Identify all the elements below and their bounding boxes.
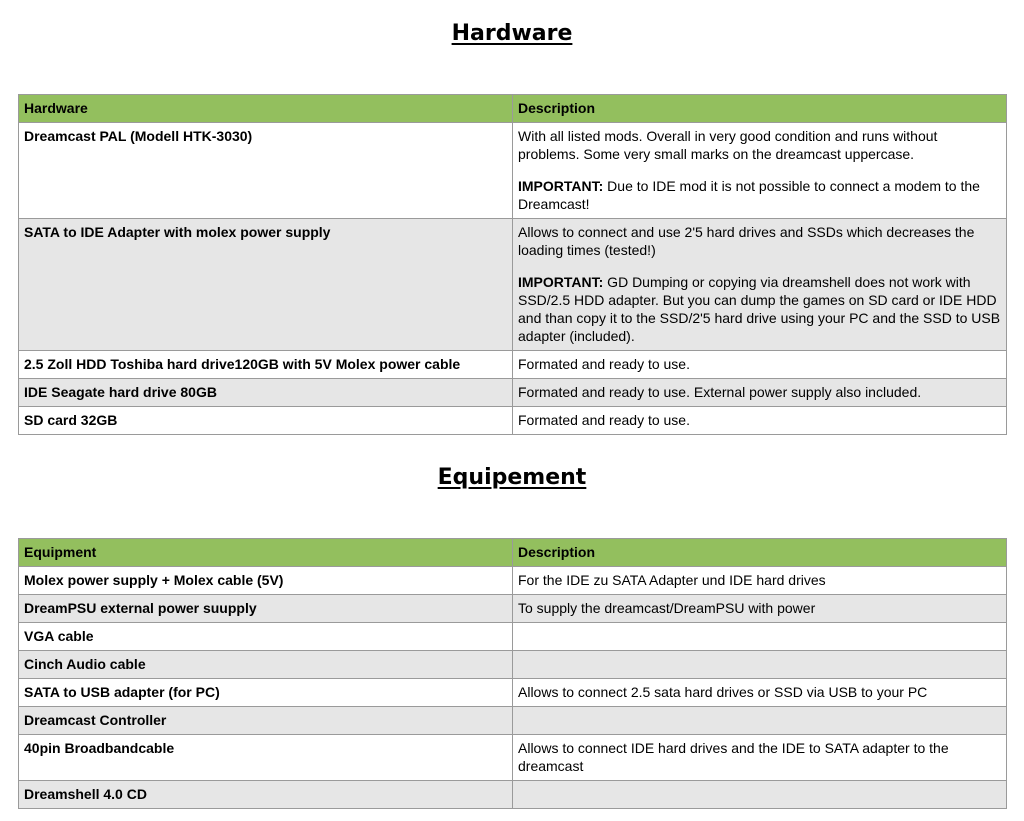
hardware-name-cell: SD card 32GB — [19, 407, 513, 435]
hardware-description-cell — [513, 219, 1007, 351]
description-text: With all listed mods. Overall in very good condition and runs without problems. Some very small marks on the dreamcast uppercase. — [518, 128, 938, 162]
important-text: Due to IDE mod it is not possible to connect a modem to the Dreamcast! — [518, 178, 980, 212]
table-header-row — [19, 95, 1007, 123]
hardware-description-cell: Formated and ready to use. — [513, 407, 1007, 435]
table-row — [19, 781, 1007, 809]
table-row — [19, 379, 1007, 407]
column-header-equipment: Equipment — [19, 539, 513, 567]
table-row — [19, 623, 1007, 651]
equipment-description-cell — [513, 623, 1007, 651]
table-row — [19, 219, 1007, 351]
hardware-description-cell — [513, 123, 1007, 219]
equipment-name-cell: Cinch Audio cable — [19, 651, 513, 679]
equipment-name-cell: DreamPSU external power suupply — [19, 595, 513, 623]
important-note — [518, 273, 1001, 345]
hardware-name-cell: IDE Seagate hard drive 80GB — [19, 379, 513, 407]
table-row — [19, 679, 1007, 707]
equipment-description-cell: To supply the dreamcast/DreamPSU with power — [513, 595, 1007, 623]
equipment-name-cell: Dreamshell 4.0 CD — [19, 781, 513, 809]
table-row — [19, 567, 1007, 595]
equipment-name-cell: Dreamcast Controller — [19, 707, 513, 735]
equipment-title: Equipement — [437, 465, 587, 490]
equipment-description-cell — [513, 707, 1007, 735]
hardware-description-cell: Formated and ready to use. — [513, 351, 1007, 379]
equipment-description-cell: For the IDE zu SATA Adapter und IDE hard drives — [513, 567, 1007, 595]
hardware-description-cell: Formated and ready to use. External power supply also included. — [513, 379, 1007, 407]
hardware-title: Hardware — [451, 21, 573, 46]
important-label: IMPORTANT: — [518, 274, 604, 290]
equipment-name-cell: Molex power supply + Molex cable (5V) — [19, 567, 513, 595]
hardware-table — [18, 94, 1007, 435]
table-row — [19, 123, 1007, 219]
equipment-description-cell: Allows to connect 2.5 sata hard drives or SSD via USB to your PC — [513, 679, 1007, 707]
table-row — [19, 595, 1007, 623]
hardware-name-cell: 2.5 Zoll HDD Toshiba hard drive120GB with 5V Molex power cable — [19, 351, 513, 379]
table-row — [19, 735, 1007, 781]
equipment-name-cell: SATA to USB adapter (for PC) — [19, 679, 513, 707]
table-header-row — [19, 539, 1007, 567]
hardware-name-cell: SATA to IDE Adapter with molex power supply — [19, 219, 513, 351]
equipment-description-cell — [513, 651, 1007, 679]
equipment-name-cell: VGA cable — [19, 623, 513, 651]
important-text: GD Dumping or copying via dreamshell does not work with SSD/2.5 HDD adapter. But you can dump the games on SD card or IDE HDD and than copy it to the SSD/2'5 hard drive using your PC and the SSD to USB adapter (included). — [518, 274, 1001, 344]
equipment-table — [18, 538, 1007, 809]
table-row — [19, 651, 1007, 679]
description-text: Allows to connect and use 2'5 hard drives and SSDs which decreases the loading times (tested!) — [518, 224, 975, 258]
important-label: IMPORTANT: — [518, 178, 604, 194]
important-note — [518, 177, 1001, 213]
column-header-description: Description — [513, 539, 1007, 567]
equipment-name-cell: 40pin Broadbandcable — [19, 735, 513, 781]
equipment-description-cell: Allows to connect IDE hard drives and the IDE to SATA adapter to the dreamcast — [513, 735, 1007, 781]
equipment-description-cell — [513, 781, 1007, 809]
table-row — [19, 707, 1007, 735]
hardware-name-cell: Dreamcast PAL (Modell HTK-3030) — [19, 123, 513, 219]
table-row — [19, 351, 1007, 379]
column-header-description: Description — [513, 95, 1007, 123]
table-row — [19, 407, 1007, 435]
column-header-hardware: Hardware — [19, 95, 513, 123]
